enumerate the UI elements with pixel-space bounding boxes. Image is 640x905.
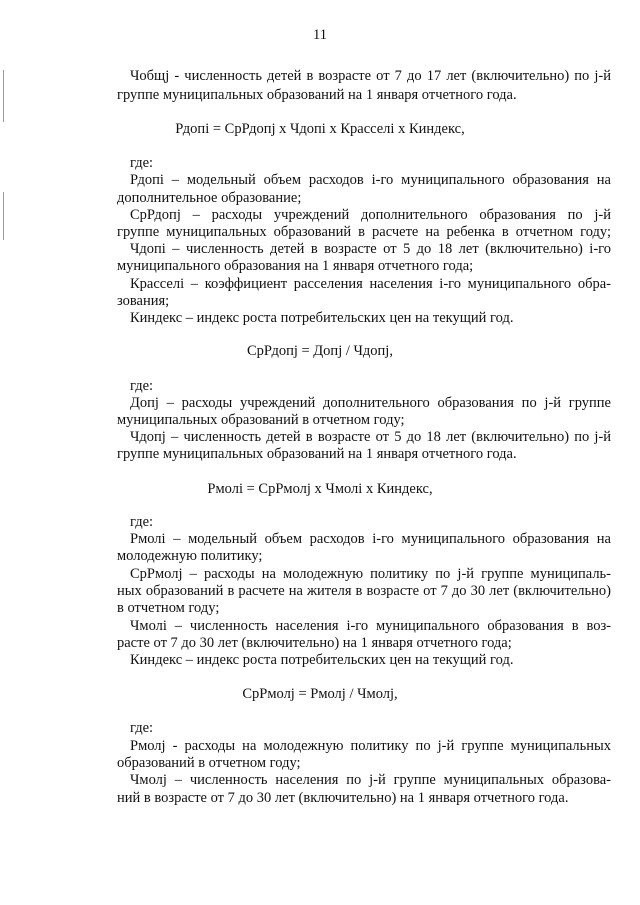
text-line: молодежную политику; xyxy=(117,548,263,564)
text-line: зования; xyxy=(117,293,170,309)
text-line: муниципального образования на 1 января отчетного года; xyxy=(117,258,474,274)
text-line: Чдопi – численность детей в возрасте от 5 до 18 лет (включительно) i-го xyxy=(130,241,611,257)
text-line: Киндекс – индекс роста потребительских цен на текущий год. xyxy=(130,310,514,326)
text-line: группе муниципальных образований на 1 января отчетного года. xyxy=(117,446,517,462)
text-line: Чмолj – численность населения по j-й группе муниципальных образова- xyxy=(130,772,611,788)
text-line: образований в отчетном году; xyxy=(117,755,301,771)
formula: СрРмолj = Рмолj / Чмолj, xyxy=(242,686,398,702)
text-line: Рмолj - расходы на молодежную политику по j-й группе муниципальных xyxy=(130,738,611,754)
formula: Рдопi = СрРдопj х Чдопi х Красселi х Киндекс, xyxy=(175,121,465,137)
text-line: расте от 7 до 30 лет (включительно) на 1 января отчетного года; xyxy=(117,635,512,651)
text-line: ний в возрасте от 7 до 30 лет (включительно) на 1 января отчетного года. xyxy=(117,790,569,806)
text-line: дополнительное образование; xyxy=(117,190,302,206)
text-line: группе муниципальных образований в расчете на ребенка в отчетном году; xyxy=(117,224,611,240)
page-number: 11 xyxy=(313,27,327,43)
where-label: где: xyxy=(130,514,154,530)
text-line: Рмолi – модельный объем расходов i-го муниципального образования на xyxy=(130,531,611,547)
scan-edge-mark xyxy=(3,192,4,240)
text-line: Киндекс – индекс роста потребительских цен на текущий год. xyxy=(130,652,514,668)
text-line: в отчетном году; xyxy=(117,600,220,616)
text-line: Красселi – коэффициент расселения населения i-го муниципального обра- xyxy=(130,276,611,292)
text-line: СрРдопj – расходы учреждений дополнительного образования по j-й xyxy=(130,207,611,223)
text-line: Чдопj – численность детей в возрасте от 5 до 18 лет (включительно) по j-й xyxy=(130,429,611,445)
text-line: СрРмолj – расходы на молодежную политику по j-й группе муниципаль- xyxy=(130,566,611,582)
where-label: где: xyxy=(130,378,154,394)
text-line: ных образований в расчете на жителя в возрасте от 7 до 30 лет (включительно) xyxy=(117,583,611,599)
formula: СрРдопj = Допj / Чдопj, xyxy=(247,343,393,359)
formula: Рмолi = СрРмолj х Чмолi х Киндекс, xyxy=(207,481,433,497)
where-label: где: xyxy=(130,720,154,736)
text-line: муниципальных образований в отчетном году; xyxy=(117,412,405,428)
text-line: группе муниципальных образований на 1 января отчетного года. xyxy=(117,87,517,103)
text-line: Чмолi – численность населения i-го муниципального образования в воз- xyxy=(130,618,611,634)
where-label: где: xyxy=(130,155,154,171)
text-line: Допj – расходы учреждений дополнительного образования по j-й группе xyxy=(130,395,611,411)
text-line: Чобщj - численность детей в возрасте от 7 до 17 лет (включительно) по j-й xyxy=(130,68,611,84)
scan-edge-mark xyxy=(3,70,4,122)
text-line: Рдопi – модельный объем расходов i-го муниципального образования на xyxy=(130,172,611,188)
